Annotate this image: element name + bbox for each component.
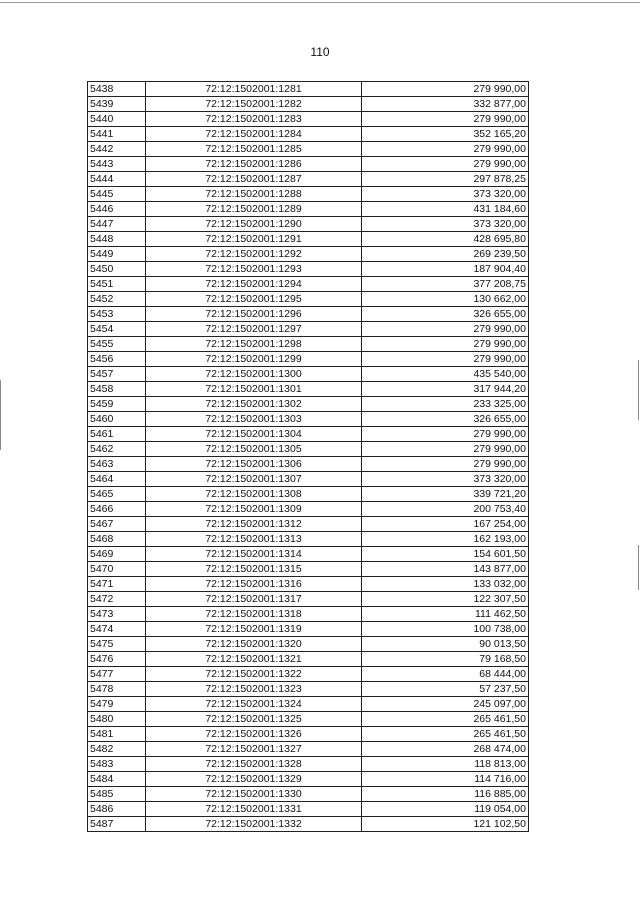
- row-number-cell: 5477: [88, 667, 146, 682]
- cadastral-number-cell: 72:12:1502001:1315: [145, 562, 362, 577]
- cadastral-number-cell: 72:12:1502001:1321: [145, 652, 362, 667]
- cadastral-number-cell: 72:12:1502001:1332: [145, 817, 362, 832]
- value-cell: 326 655,00: [362, 412, 529, 427]
- table-row: [88, 217, 529, 232]
- table-row: [88, 262, 529, 277]
- row-number-cell: 5448: [88, 232, 146, 247]
- cadastral-number-cell: 72:12:1502001:1281: [145, 82, 362, 97]
- row-number-cell: 5453: [88, 307, 146, 322]
- row-number-cell: 5462: [88, 442, 146, 457]
- value-cell: 326 655,00: [362, 307, 529, 322]
- cadastral-number-cell: 72:12:1502001:1304: [145, 427, 362, 442]
- table-row: [88, 472, 529, 487]
- top-edge-rule: [0, 2, 640, 3]
- value-cell: 57 237,50: [362, 682, 529, 697]
- table-row: [88, 157, 529, 172]
- page-number: 110: [310, 45, 330, 59]
- table-row: [88, 322, 529, 337]
- value-cell: 297 878,25: [362, 172, 529, 187]
- table-row: [88, 787, 529, 802]
- value-cell: 154 601,50: [362, 547, 529, 562]
- cadastral-number-cell: 72:12:1502001:1314: [145, 547, 362, 562]
- value-cell: 114 716,00: [362, 772, 529, 787]
- row-number-cell: 5479: [88, 697, 146, 712]
- cadastral-number-cell: 72:12:1502001:1291: [145, 232, 362, 247]
- table-row: [88, 517, 529, 532]
- cadastral-number-cell: 72:12:1502001:1306: [145, 457, 362, 472]
- value-cell: 279 990,00: [362, 352, 529, 367]
- left-margin-mark: [0, 380, 1, 450]
- table-row: [88, 172, 529, 187]
- value-cell: 332 877,00: [362, 97, 529, 112]
- row-number-cell: 5447: [88, 217, 146, 232]
- table-row: [88, 667, 529, 682]
- cadastral-number-cell: 72:12:1502001:1307: [145, 472, 362, 487]
- row-number-cell: 5475: [88, 637, 146, 652]
- value-cell: 233 325,00: [362, 397, 529, 412]
- table-row: [88, 712, 529, 727]
- table-row: [88, 592, 529, 607]
- row-number-cell: 5469: [88, 547, 146, 562]
- table-row: [88, 142, 529, 157]
- cadastral-number-cell: 72:12:1502001:1331: [145, 802, 362, 817]
- value-cell: 265 461,50: [362, 712, 529, 727]
- value-cell: 118 813,00: [362, 757, 529, 772]
- row-number-cell: 5459: [88, 397, 146, 412]
- value-cell: 269 239,50: [362, 247, 529, 262]
- row-number-cell: 5465: [88, 487, 146, 502]
- value-cell: 111 462,50: [362, 607, 529, 622]
- cadastral-number-cell: 72:12:1502001:1316: [145, 577, 362, 592]
- value-cell: 100 738,00: [362, 622, 529, 637]
- cadastral-number-cell: 72:12:1502001:1312: [145, 517, 362, 532]
- row-number-cell: 5466: [88, 502, 146, 517]
- cadastral-number-cell: 72:12:1502001:1317: [145, 592, 362, 607]
- value-cell: 68 444,00: [362, 667, 529, 682]
- row-number-cell: 5444: [88, 172, 146, 187]
- cadastral-number-cell: 72:12:1502001:1323: [145, 682, 362, 697]
- table-row: [88, 577, 529, 592]
- row-number-cell: 5442: [88, 142, 146, 157]
- cadastral-number-cell: 72:12:1502001:1303: [145, 412, 362, 427]
- table-row: [88, 532, 529, 547]
- row-number-cell: 5467: [88, 517, 146, 532]
- row-number-cell: 5487: [88, 817, 146, 832]
- row-number-cell: 5473: [88, 607, 146, 622]
- table-row: [88, 397, 529, 412]
- value-cell: 279 990,00: [362, 82, 529, 97]
- row-number-cell: 5450: [88, 262, 146, 277]
- table-row: [88, 112, 529, 127]
- row-number-cell: 5445: [88, 187, 146, 202]
- value-cell: 268 474,00: [362, 742, 529, 757]
- row-number-cell: 5463: [88, 457, 146, 472]
- cadastral-number-cell: 72:12:1502001:1285: [145, 142, 362, 157]
- cadastral-number-cell: 72:12:1502001:1322: [145, 667, 362, 682]
- cadastral-number-cell: 72:12:1502001:1324: [145, 697, 362, 712]
- row-number-cell: 5480: [88, 712, 146, 727]
- table-row: [88, 412, 529, 427]
- cadastral-number-cell: 72:12:1502001:1319: [145, 622, 362, 637]
- table-row: [88, 487, 529, 502]
- value-cell: 265 461,50: [362, 727, 529, 742]
- cadastral-number-cell: 72:12:1502001:1318: [145, 607, 362, 622]
- cadastral-number-cell: 72:12:1502001:1327: [145, 742, 362, 757]
- table-row: [88, 277, 529, 292]
- value-cell: 373 320,00: [362, 472, 529, 487]
- row-number-cell: 5449: [88, 247, 146, 262]
- row-number-cell: 5474: [88, 622, 146, 637]
- table-row: [88, 727, 529, 742]
- cadastral-number-cell: 72:12:1502001:1300: [145, 367, 362, 382]
- row-number-cell: 5456: [88, 352, 146, 367]
- cadastral-number-cell: 72:12:1502001:1305: [145, 442, 362, 457]
- cadastral-number-cell: 72:12:1502001:1328: [145, 757, 362, 772]
- table-row: [88, 622, 529, 637]
- value-cell: 279 990,00: [362, 112, 529, 127]
- cadastral-number-cell: 72:12:1502001:1309: [145, 502, 362, 517]
- value-cell: 130 662,00: [362, 292, 529, 307]
- table-row: [88, 652, 529, 667]
- row-number-cell: 5451: [88, 277, 146, 292]
- table-row: [88, 682, 529, 697]
- table-row: [88, 802, 529, 817]
- row-number-cell: 5468: [88, 532, 146, 547]
- cadastral-number-cell: 72:12:1502001:1286: [145, 157, 362, 172]
- row-number-cell: 5454: [88, 322, 146, 337]
- table-row: [88, 127, 529, 142]
- table-row: [88, 562, 529, 577]
- row-number-cell: 5458: [88, 382, 146, 397]
- row-number-cell: 5481: [88, 727, 146, 742]
- value-cell: 377 208,75: [362, 277, 529, 292]
- row-number-cell: 5452: [88, 292, 146, 307]
- cadastral-number-cell: 72:12:1502001:1292: [145, 247, 362, 262]
- row-number-cell: 5438: [88, 82, 146, 97]
- table-row: [88, 742, 529, 757]
- value-cell: 162 193,00: [362, 532, 529, 547]
- row-number-cell: 5485: [88, 787, 146, 802]
- table-row: [88, 697, 529, 712]
- table-row: [88, 427, 529, 442]
- cadastral-number-cell: 72:12:1502001:1325: [145, 712, 362, 727]
- value-cell: 143 877,00: [362, 562, 529, 577]
- row-number-cell: 5443: [88, 157, 146, 172]
- row-number-cell: 5484: [88, 772, 146, 787]
- row-number-cell: 5482: [88, 742, 146, 757]
- value-cell: 200 753,40: [362, 502, 529, 517]
- table-row: [88, 187, 529, 202]
- table-row: [88, 202, 529, 217]
- value-cell: 116 885,00: [362, 787, 529, 802]
- table-row: [88, 247, 529, 262]
- table-row: [88, 502, 529, 517]
- table-row: [88, 352, 529, 367]
- row-number-cell: 5476: [88, 652, 146, 667]
- value-cell: 373 320,00: [362, 217, 529, 232]
- value-cell: 279 990,00: [362, 142, 529, 157]
- table-row: [88, 232, 529, 247]
- row-number-cell: 5457: [88, 367, 146, 382]
- table-row: [88, 307, 529, 322]
- value-cell: 119 054,00: [362, 802, 529, 817]
- table-row: [88, 637, 529, 652]
- cadastral-number-cell: 72:12:1502001:1313: [145, 532, 362, 547]
- table-row: [88, 292, 529, 307]
- cadastral-number-cell: 72:12:1502001:1299: [145, 352, 362, 367]
- cadastral-number-cell: 72:12:1502001:1288: [145, 187, 362, 202]
- value-cell: 245 097,00: [362, 697, 529, 712]
- table-row: [88, 367, 529, 382]
- row-number-cell: 5478: [88, 682, 146, 697]
- cadastral-number-cell: 72:12:1502001:1330: [145, 787, 362, 802]
- cadastral-number-cell: 72:12:1502001:1320: [145, 637, 362, 652]
- value-cell: 90 013,50: [362, 637, 529, 652]
- table-row: [88, 97, 529, 112]
- cadastral-number-cell: 72:12:1502001:1302: [145, 397, 362, 412]
- cadastral-number-cell: 72:12:1502001:1284: [145, 127, 362, 142]
- table-row: [88, 337, 529, 352]
- value-cell: 431 184,60: [362, 202, 529, 217]
- cadastral-number-cell: 72:12:1502001:1295: [145, 292, 362, 307]
- row-number-cell: 5470: [88, 562, 146, 577]
- value-cell: 373 320,00: [362, 187, 529, 202]
- cadastral-number-cell: 72:12:1502001:1326: [145, 727, 362, 742]
- value-cell: 428 695,80: [362, 232, 529, 247]
- cadastral-number-cell: 72:12:1502001:1308: [145, 487, 362, 502]
- right-margin-mark: [638, 545, 639, 590]
- cadastral-number-cell: 72:12:1502001:1283: [145, 112, 362, 127]
- table-row: [88, 457, 529, 472]
- value-cell: 133 032,00: [362, 577, 529, 592]
- row-number-cell: 5439: [88, 97, 146, 112]
- cadastral-number-cell: 72:12:1502001:1297: [145, 322, 362, 337]
- value-cell: 279 990,00: [362, 157, 529, 172]
- row-number-cell: 5441: [88, 127, 146, 142]
- value-cell: 339 721,20: [362, 487, 529, 502]
- data-table: [87, 81, 529, 832]
- row-number-cell: 5461: [88, 427, 146, 442]
- right-margin-mark: [638, 360, 639, 420]
- row-number-cell: 5471: [88, 577, 146, 592]
- table-body: [88, 82, 529, 832]
- value-cell: 279 990,00: [362, 442, 529, 457]
- row-number-cell: 5455: [88, 337, 146, 352]
- value-cell: 187 904,40: [362, 262, 529, 277]
- cadastral-number-cell: 72:12:1502001:1301: [145, 382, 362, 397]
- row-number-cell: 5460: [88, 412, 146, 427]
- cadastral-number-cell: 72:12:1502001:1329: [145, 772, 362, 787]
- value-cell: 352 165,20: [362, 127, 529, 142]
- table-row: [88, 442, 529, 457]
- row-number-cell: 5483: [88, 757, 146, 772]
- table-row: [88, 547, 529, 562]
- value-cell: 279 990,00: [362, 427, 529, 442]
- cadastral-number-cell: 72:12:1502001:1298: [145, 337, 362, 352]
- cadastral-number-cell: 72:12:1502001:1293: [145, 262, 362, 277]
- value-cell: 121 102,50: [362, 817, 529, 832]
- table-row: [88, 772, 529, 787]
- value-cell: 167 254,00: [362, 517, 529, 532]
- value-cell: 122 307,50: [362, 592, 529, 607]
- cadastral-number-cell: 72:12:1502001:1282: [145, 97, 362, 112]
- cadastral-number-cell: 72:12:1502001:1290: [145, 217, 362, 232]
- row-number-cell: 5486: [88, 802, 146, 817]
- table-row: [88, 817, 529, 832]
- value-cell: 279 990,00: [362, 322, 529, 337]
- table-row: [88, 382, 529, 397]
- value-cell: 279 990,00: [362, 337, 529, 352]
- cadastral-number-cell: 72:12:1502001:1296: [145, 307, 362, 322]
- cadastral-number-cell: 72:12:1502001:1289: [145, 202, 362, 217]
- cadastral-number-cell: 72:12:1502001:1294: [145, 277, 362, 292]
- value-cell: 317 944,20: [362, 382, 529, 397]
- row-number-cell: 5472: [88, 592, 146, 607]
- row-number-cell: 5464: [88, 472, 146, 487]
- cadastral-number-cell: 72:12:1502001:1287: [145, 172, 362, 187]
- value-cell: 435 540,00: [362, 367, 529, 382]
- value-cell: 279 990,00: [362, 457, 529, 472]
- row-number-cell: 5440: [88, 112, 146, 127]
- table-row: [88, 82, 529, 97]
- table-row: [88, 757, 529, 772]
- table-row: [88, 607, 529, 622]
- value-cell: 79 168,50: [362, 652, 529, 667]
- row-number-cell: 5446: [88, 202, 146, 217]
